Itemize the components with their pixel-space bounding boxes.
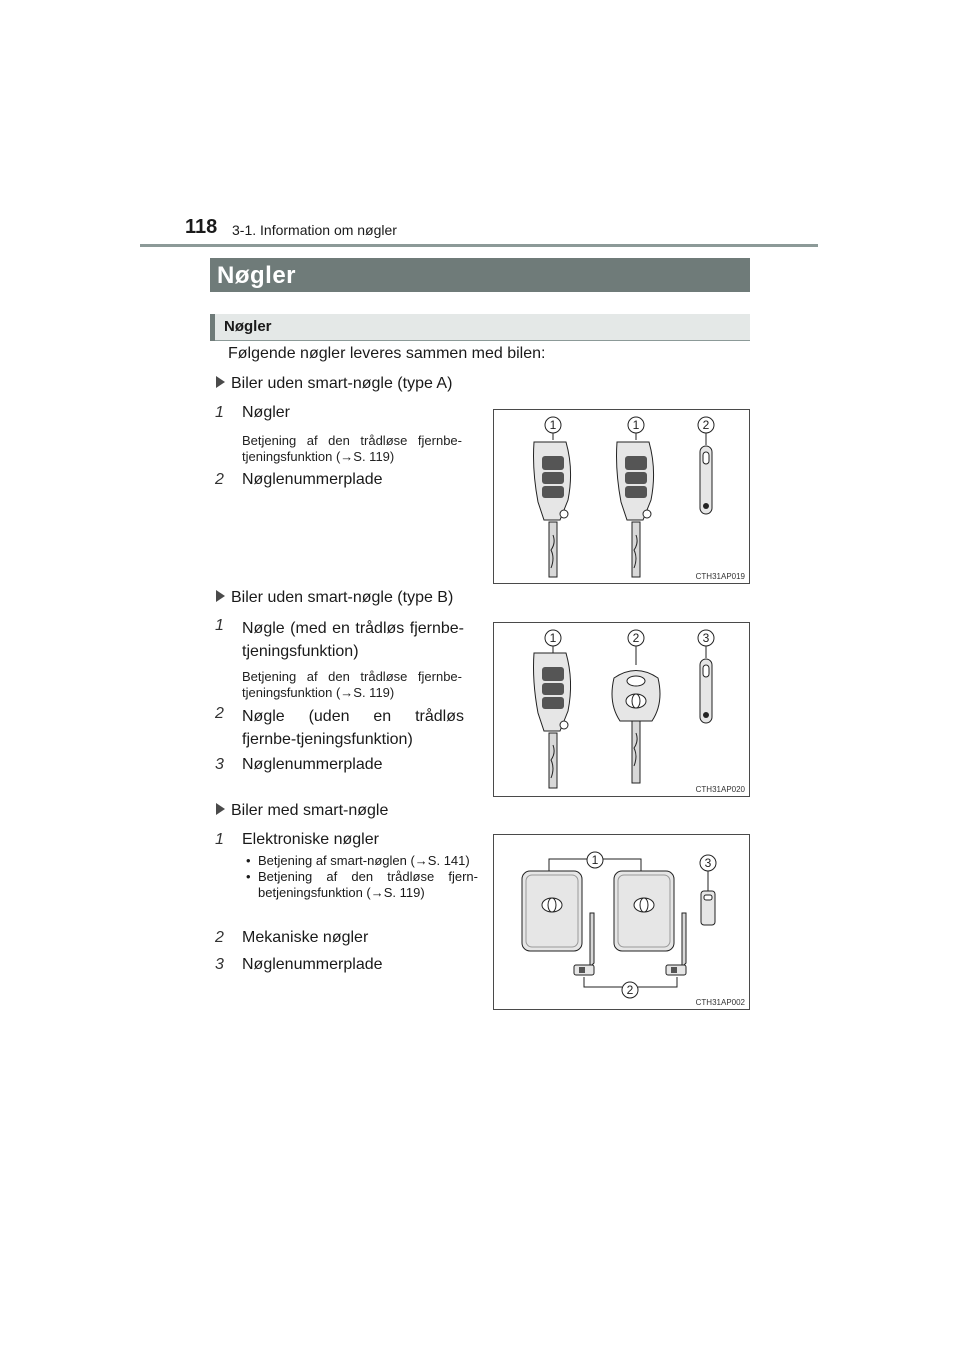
callout-number: 3 [702,631,710,645]
item-number: 2 [215,705,224,722]
callout-number: 2 [626,983,634,997]
variant-a-heading-text: Biler uden smart-nøgle (type A) [231,375,453,392]
item-label: Nøgle (med en trådløs fjernbe-tjeningsfunktion) [242,620,464,660]
header-divider [140,244,818,247]
bullet-item: • Betjening af smart-nøglen (→S. 141) [244,853,478,869]
callout-bracket [549,859,587,871]
item-number: 1 [215,617,224,634]
section-reference: 3-1. Information om nøgler [232,222,397,238]
intro-text: Følgende nøgler leveres sammen med bilen: [228,345,546,362]
variant-c-heading-text: Biler med smart-nøgle [231,802,389,819]
flip-key-icon [534,653,571,788]
bullet-item: • Betjening af den trådløse fjern-betjeningsfunktion (→S. 119) [244,869,478,901]
figure-variant-a [493,409,750,584]
variant-b-heading [216,589,453,607]
callout-bracket [638,977,677,987]
item-number: 2 [215,471,224,488]
item-description: Betjening af den trådløse fjernbe-tjeningsfunktion (→S. 119) [242,433,462,464]
item-label: Nøglenummerplade [242,471,383,488]
item-label: Nøglenummerplade [242,956,383,973]
variant-b-heading-text: Biler uden smart-nøgle (type B) [231,589,454,606]
variant-c-heading [216,802,388,820]
plain-key-icon [612,671,660,784]
callout-number: 2 [702,418,710,432]
keys-illustration-c [494,835,749,1009]
figure-variant-b [493,622,750,797]
key-number-plate-icon [701,891,715,925]
item-description: Betjening af den trådløse fjernbe-tjeningsfunktion (→S. 119) [242,669,462,700]
figure-code: CTH31AP002 [695,998,745,1007]
item-label: Nøglenummerplade [242,756,383,773]
callout-number: 2 [632,631,640,645]
page-number: 118 [185,216,218,238]
item-label: Nøgle (uden en trådløs fjernbe-tjeningsfunktion) [242,708,464,748]
flip-key-icon [534,442,571,577]
figure-code: CTH31AP020 [695,785,745,794]
callout-bracket [584,977,622,987]
item-number: 3 [215,756,224,773]
item-number: 2 [215,929,224,946]
item-label: Mekaniske nøgler [242,929,369,946]
keys-illustration-b [494,623,749,796]
item-label: Elektroniske nøgler [242,831,379,848]
item-label: Nøgler [242,404,291,421]
subtitle: Nøgler [224,318,272,335]
item-number: 3 [215,956,224,973]
callout-number: 1 [632,418,640,432]
callout-number: 1 [549,631,557,645]
callout-number: 1 [549,418,557,432]
callout-number: 1 [591,853,599,867]
triangle-bullet-icon [216,376,225,388]
item-number: 1 [215,831,224,848]
triangle-bullet-icon [216,803,225,815]
key-number-plate-icon [700,659,712,723]
callout-number: 3 [704,856,712,870]
key-number-plate-icon [700,446,712,514]
keys-illustration-a [494,410,749,583]
item-bullet-list [244,853,478,901]
triangle-bullet-icon [216,590,225,602]
subtitle-accent [210,314,215,341]
figure-code: CTH31AP019 [695,572,745,581]
page-title: Nøgler [217,262,297,289]
smart-key-icon [522,871,582,951]
smart-key-icon [614,871,674,951]
variant-a-heading [216,375,452,393]
flip-key-icon [617,442,654,577]
item-number: 1 [215,404,224,421]
subtitle-bar [210,314,750,341]
figure-variant-c [493,834,750,1010]
callout-bracket [603,859,641,871]
